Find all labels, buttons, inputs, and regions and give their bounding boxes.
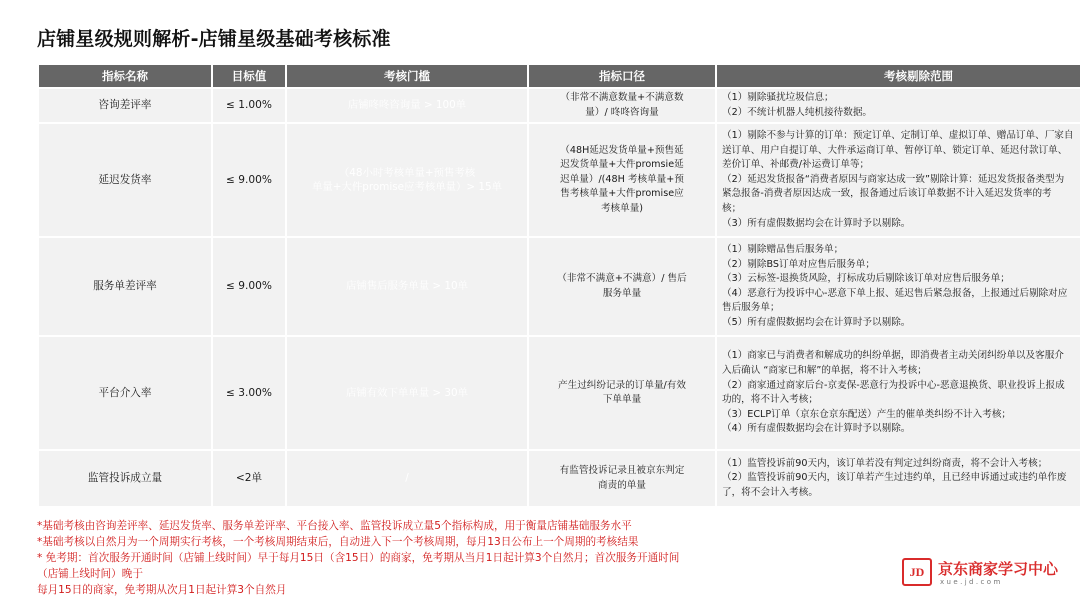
header-threshold: 考核门槛	[287, 65, 527, 87]
indicator-name: 平台介入率	[39, 337, 211, 449]
table-row	[39, 337, 1080, 449]
calibration-cell	[529, 337, 715, 449]
exclusion-cell	[717, 451, 1080, 506]
calibration-line: 量）/ 咚咚咨询量	[585, 106, 659, 118]
table-row	[39, 124, 1080, 236]
exclusion-cell	[717, 337, 1080, 449]
header-calibration: 指标口径	[529, 65, 715, 87]
exclusion-line: （2）商家通过商家后台-京麦保-恶意行为投诉中心-恶意退换货、职业投诉上报成	[722, 379, 1065, 391]
page-title: 店铺星级规则解析-店铺星级基础考核标准	[37, 28, 391, 50]
exclusion-line: （3）云标签-退换货风险，打标成功后剔除该订单对应售后服务单；	[722, 273, 1010, 285]
target-value: ≤ 3.00%	[213, 337, 285, 449]
exclusion-line: （1）剔除骚扰垃圾信息；	[722, 92, 834, 103]
indicator-name: 监管投诉成立量	[39, 451, 211, 506]
exclusion-line: 入后确认 “商家已和解”的单据，将不计入考核；	[722, 365, 927, 376]
exclusion-line: （4）恶意行为投诉中心-恶意下单上报、延迟售后紧急报备，上报通过后剔除对应	[722, 287, 1068, 299]
exclusion-line: （1）剔除不参与计算的订单：预定订单、定制订单、虚拟订单、赠品订单、厂家自	[722, 130, 1074, 142]
calibration-cell	[529, 238, 715, 335]
calibration-line: 有监管投诉记录且被京东判定	[559, 465, 685, 477]
criteria-table	[37, 63, 1080, 508]
calibration-line: （非常不满意数量+不满意数	[560, 92, 684, 103]
exclusion-line: （3）ECLP订单（京东仓京东配送）产生的催单类纠纷不计入考核；	[722, 408, 1012, 420]
exclusion-cell	[717, 89, 1080, 122]
exclusion-line: （2）不统计机器人纯机接待数据。	[722, 106, 873, 118]
calibration-line: 产生过纠纷记录的订单量/有效	[558, 379, 686, 391]
threshold-cell: 店铺咚咚咨询量 > 100单	[287, 89, 527, 122]
exclusion-line: （2）监管投诉前90天内，该订单若产生过违约单，且已经申诉通过或违约单作废	[722, 472, 1067, 484]
indicator-name: 服务单差评率	[39, 238, 211, 335]
target-value: ≤ 1.00%	[213, 89, 285, 122]
indicator-name: 延迟发货率	[39, 124, 211, 236]
calibration-line: 服务单量	[602, 287, 642, 299]
jd-learning-center-logo	[902, 556, 1072, 590]
exclusion-line: 送订单、用户自提订单、大件承运商订单、暂停订单、锁定订单、延迟付款订单、	[722, 144, 1068, 156]
exclusion-line: （1）监管投诉前90天内，该订单若没有判定过纠纷商责，将不会计入考核；	[722, 457, 1048, 469]
header-target: 目标值	[213, 65, 285, 87]
table-header-row	[39, 65, 1080, 87]
target-value: <2单	[213, 451, 285, 506]
threshold-cell: /	[287, 451, 527, 506]
threshold-cell	[287, 124, 527, 236]
header-exclusion-scope: 考核剔除范围	[717, 65, 1080, 87]
target-value: ≤ 9.00%	[213, 238, 285, 335]
footnote: *基础考核由咨询差评率、延迟发货率、服务单差评率、平台接入率、监管投诉成立量5个指标构成，用于衡量店铺基础服务水平	[37, 520, 632, 532]
exclusion-line: 核；	[722, 203, 742, 215]
logo-text: 京东商家学习中心	[938, 560, 1059, 578]
calibration-line: 考核单量)	[600, 203, 644, 215]
exclusion-line: （4）所有虚假数据均会在计算时予以剔除。	[722, 423, 911, 435]
header-indicator-name: 指标名称	[39, 65, 211, 87]
calibration-line: 售考核单量+大件promise应	[560, 188, 684, 200]
exclusion-cell	[717, 238, 1080, 335]
exclusion-line: 差价订单、补邮费/补运费订单等；	[722, 159, 870, 171]
threshold-cell: 店铺售后服务单量 > 10单	[287, 238, 527, 335]
footnote: * 免考期：首次服务开通时间（店铺上线时间）早于每月15日（含15日）的商家，免考期从当月1日起计算3个自然月；首次服务开通时间	[37, 552, 680, 564]
exclusion-line: 功的，将不计入考核；	[722, 394, 818, 406]
threshold-line: （48小时考核单量+预售考核	[338, 166, 476, 179]
calibration-cell	[529, 89, 715, 122]
footnote: （店铺上线时间）晚于	[37, 568, 143, 580]
exclusion-line: （1）剔除赠品售后服务单；	[722, 243, 844, 255]
threshold-cell: 店铺有效下单单量 > 30单	[287, 337, 527, 449]
exclusion-line: 售后服务单；	[722, 302, 780, 314]
exclusion-line: （2）延迟发货报备“消费者原因与商家达成一致”剔除计算：延迟发货报备类型为	[722, 173, 1065, 185]
exclusion-line: 了，将不会计入考核。	[722, 486, 818, 498]
calibration-cell	[529, 124, 715, 236]
footnote: *基础考核以自然月为一个周期实行考核，一个考核周期结束后，自动进入下一个考核周期，每月13日公布上一个周期的考核结果	[37, 536, 639, 548]
logo-url: xue.jd.com	[940, 578, 1003, 586]
footnote: 每月15日的商家，免考期从次月1日起计算3个自然月	[37, 584, 287, 596]
exclusion-line: （5）所有虚假数据均会在计算时予以剔除。	[722, 316, 911, 328]
table-row	[39, 89, 1080, 122]
calibration-cell	[529, 451, 715, 506]
table-row	[39, 238, 1080, 335]
exclusion-line: （1）商家已与消费者和解成功的纠纷单据，即消费者主动关闭纠纷单以及客服介	[722, 350, 1064, 362]
calibration-line: 迟单量）/(48H 考核单量+预	[560, 173, 684, 185]
table-row	[39, 451, 1080, 506]
exclusion-cell	[717, 124, 1080, 236]
exclusion-line: 紧急报备-消费者原因达成一致，报备通过后该订单数据不计入延迟发货率的考	[722, 188, 1052, 200]
calibration-line: 商责的单量	[598, 479, 646, 491]
indicator-name: 咨询差评率	[39, 89, 211, 122]
calibration-line: 迟发货单量+大件promsie延	[560, 159, 684, 171]
calibration-line: 下单单量	[602, 394, 642, 406]
exclusion-line: （3）所有虚假数据均会在计算时予以剔除。	[722, 217, 911, 229]
calibration-line: （48H延迟发货单量+预售延	[560, 144, 684, 156]
threshold-line: 单量+大件promise应考核单量）> 15单	[311, 181, 503, 194]
exclusion-line: （2）剔除BS订单对应售后服务单；	[722, 258, 875, 270]
calibration-line: （非常不满意+不满意）/ 售后	[557, 273, 687, 285]
target-value: ≤ 9.00%	[213, 124, 285, 236]
jd-logo-icon: JD	[902, 558, 932, 586]
